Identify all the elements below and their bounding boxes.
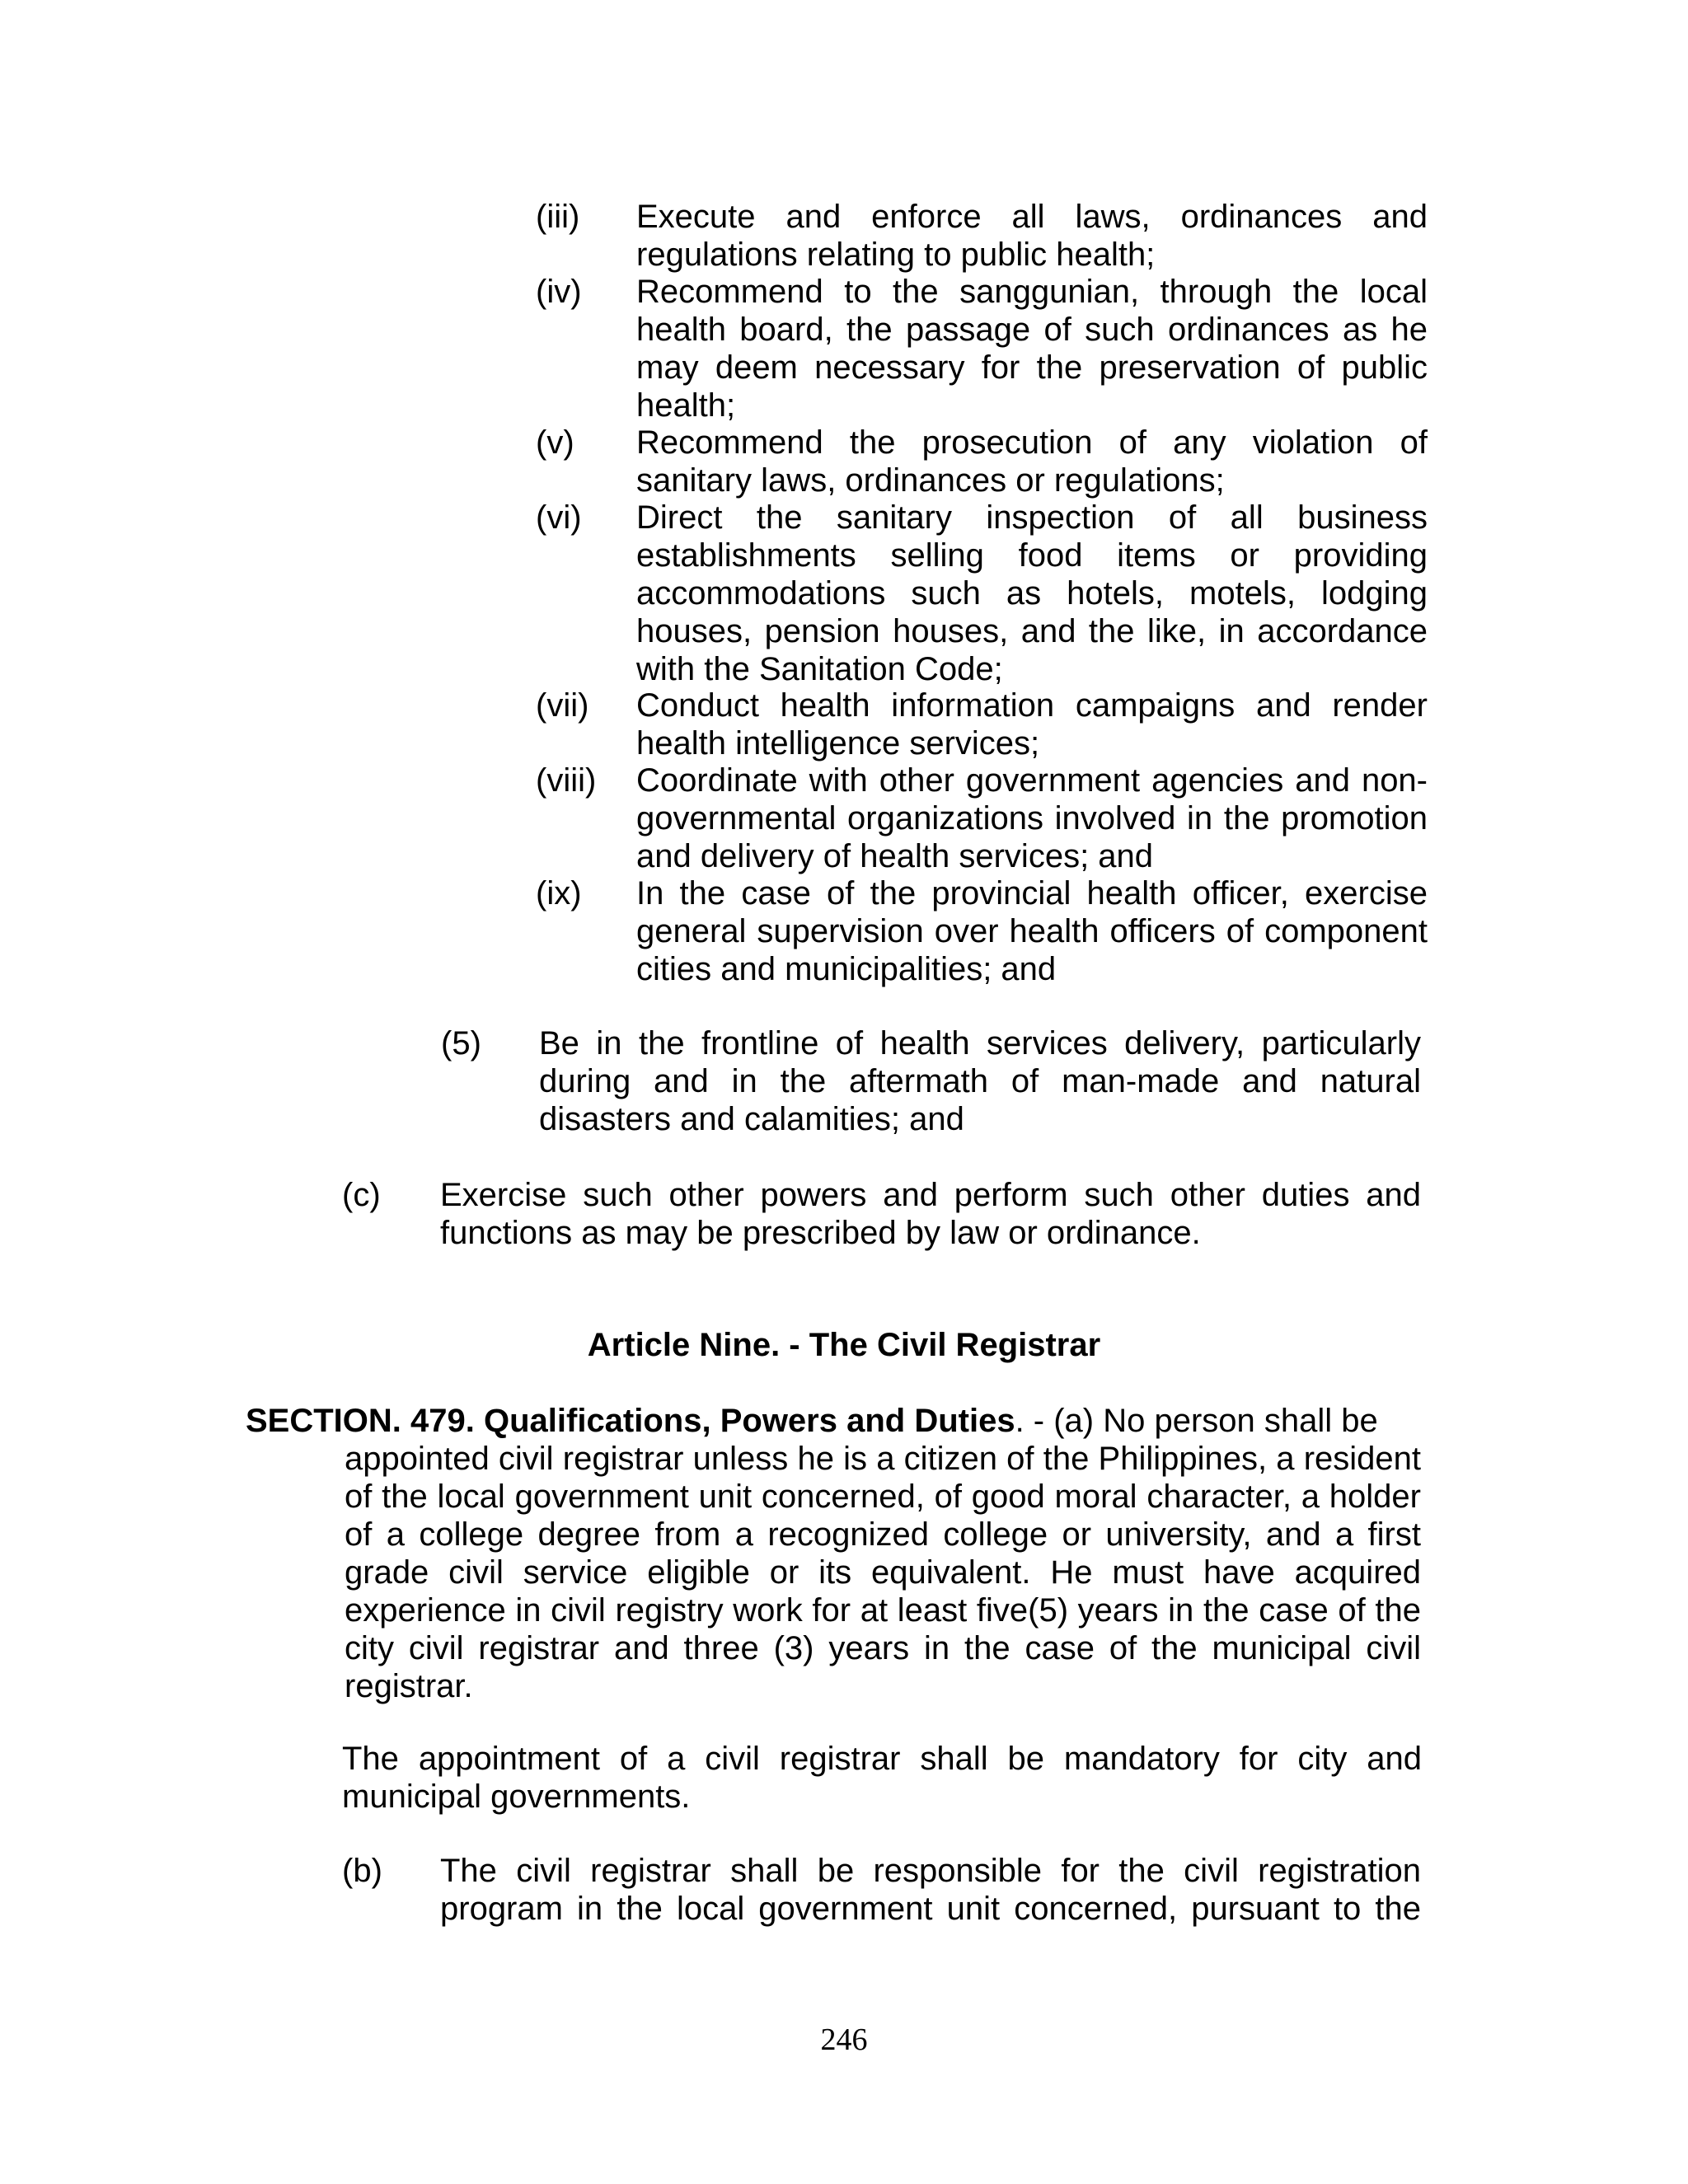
section-intro: . - (a) No person shall be bbox=[1015, 1403, 1378, 1439]
item-label: (vii) bbox=[536, 687, 589, 724]
item-text: Conduct health information campaigns and render health intelligence services; bbox=[636, 687, 1428, 762]
item-label: (vi) bbox=[536, 499, 582, 536]
section-body: appointed civil registrar unless he is a citizen of the Philippines, a resident of the local government unit concerned, of good moral character, a holder of a college degree from a recognized college or university, and a first grade civil service eligible or its equivalent. He must have acquired experience in civil registry work for at least five(5) years in the case of the city civil registrar and three (3) years in the case of the municipal civil registrar. bbox=[345, 1441, 1421, 1704]
article-heading: Article Nine. - The Civil Registrar bbox=[587, 1327, 1101, 1363]
item-label: (b) bbox=[342, 1853, 382, 1889]
item-label: (ix) bbox=[536, 875, 582, 912]
item-label: (5) bbox=[441, 1025, 481, 1062]
item-label: (iv) bbox=[536, 274, 582, 310]
section-first-line bbox=[246, 1402, 1421, 1440]
item-text: In the case of the provincial health officer, exercise general supervision over health officers of component cities and municipalities; and bbox=[636, 875, 1428, 987]
item-text: Exercise such other powers and perform such other duties and functions as may be prescribed by law or ordinance. bbox=[440, 1177, 1421, 1251]
item-text: Direct the sanitary inspection of all business establishments selling food items or providing accommodations such as hotels, motels, lodging houses, pension houses, and the like, in accordance with the Sanitation Code; bbox=[636, 499, 1428, 687]
item-text: Execute and enforce all laws, ordinances and regulations relating to public health; bbox=[636, 199, 1428, 273]
section-title: SECTION. 479. Qualifications, Powers and Duties bbox=[246, 1403, 1015, 1439]
item-label: (c) bbox=[342, 1177, 381, 1213]
item-label: (viii) bbox=[536, 762, 597, 799]
item-text: Be in the frontline of health services delivery, particularly during and in the aftermath of man-made and natural disasters and calamities; and bbox=[539, 1025, 1421, 1137]
item-text: Recommend the prosecution of any violation of sanitary laws, ordinances or regulations; bbox=[636, 424, 1428, 499]
page-number: 246 bbox=[820, 2022, 868, 2057]
item-text: The civil registrar shall be responsible for the civil registration program in the local government unit concerned, pursuant to the bbox=[440, 1853, 1421, 1927]
item-text: Coordinate with other government agencies and non-governmental organizations involved in the promotion and delivery of health services; and bbox=[636, 762, 1428, 874]
item-label: (iii) bbox=[536, 199, 580, 235]
section-479 bbox=[246, 1402, 1421, 1705]
item-label: (v) bbox=[536, 424, 574, 461]
item-text: Recommend to the sanggunian, through the local health board, the passage of such ordinances as he may deem necessary for the preservation of public health; bbox=[636, 274, 1428, 424]
appointment-paragraph: The appointment of a civil registrar shall be mandatory for city and municipal governments. bbox=[342, 1741, 1422, 1815]
